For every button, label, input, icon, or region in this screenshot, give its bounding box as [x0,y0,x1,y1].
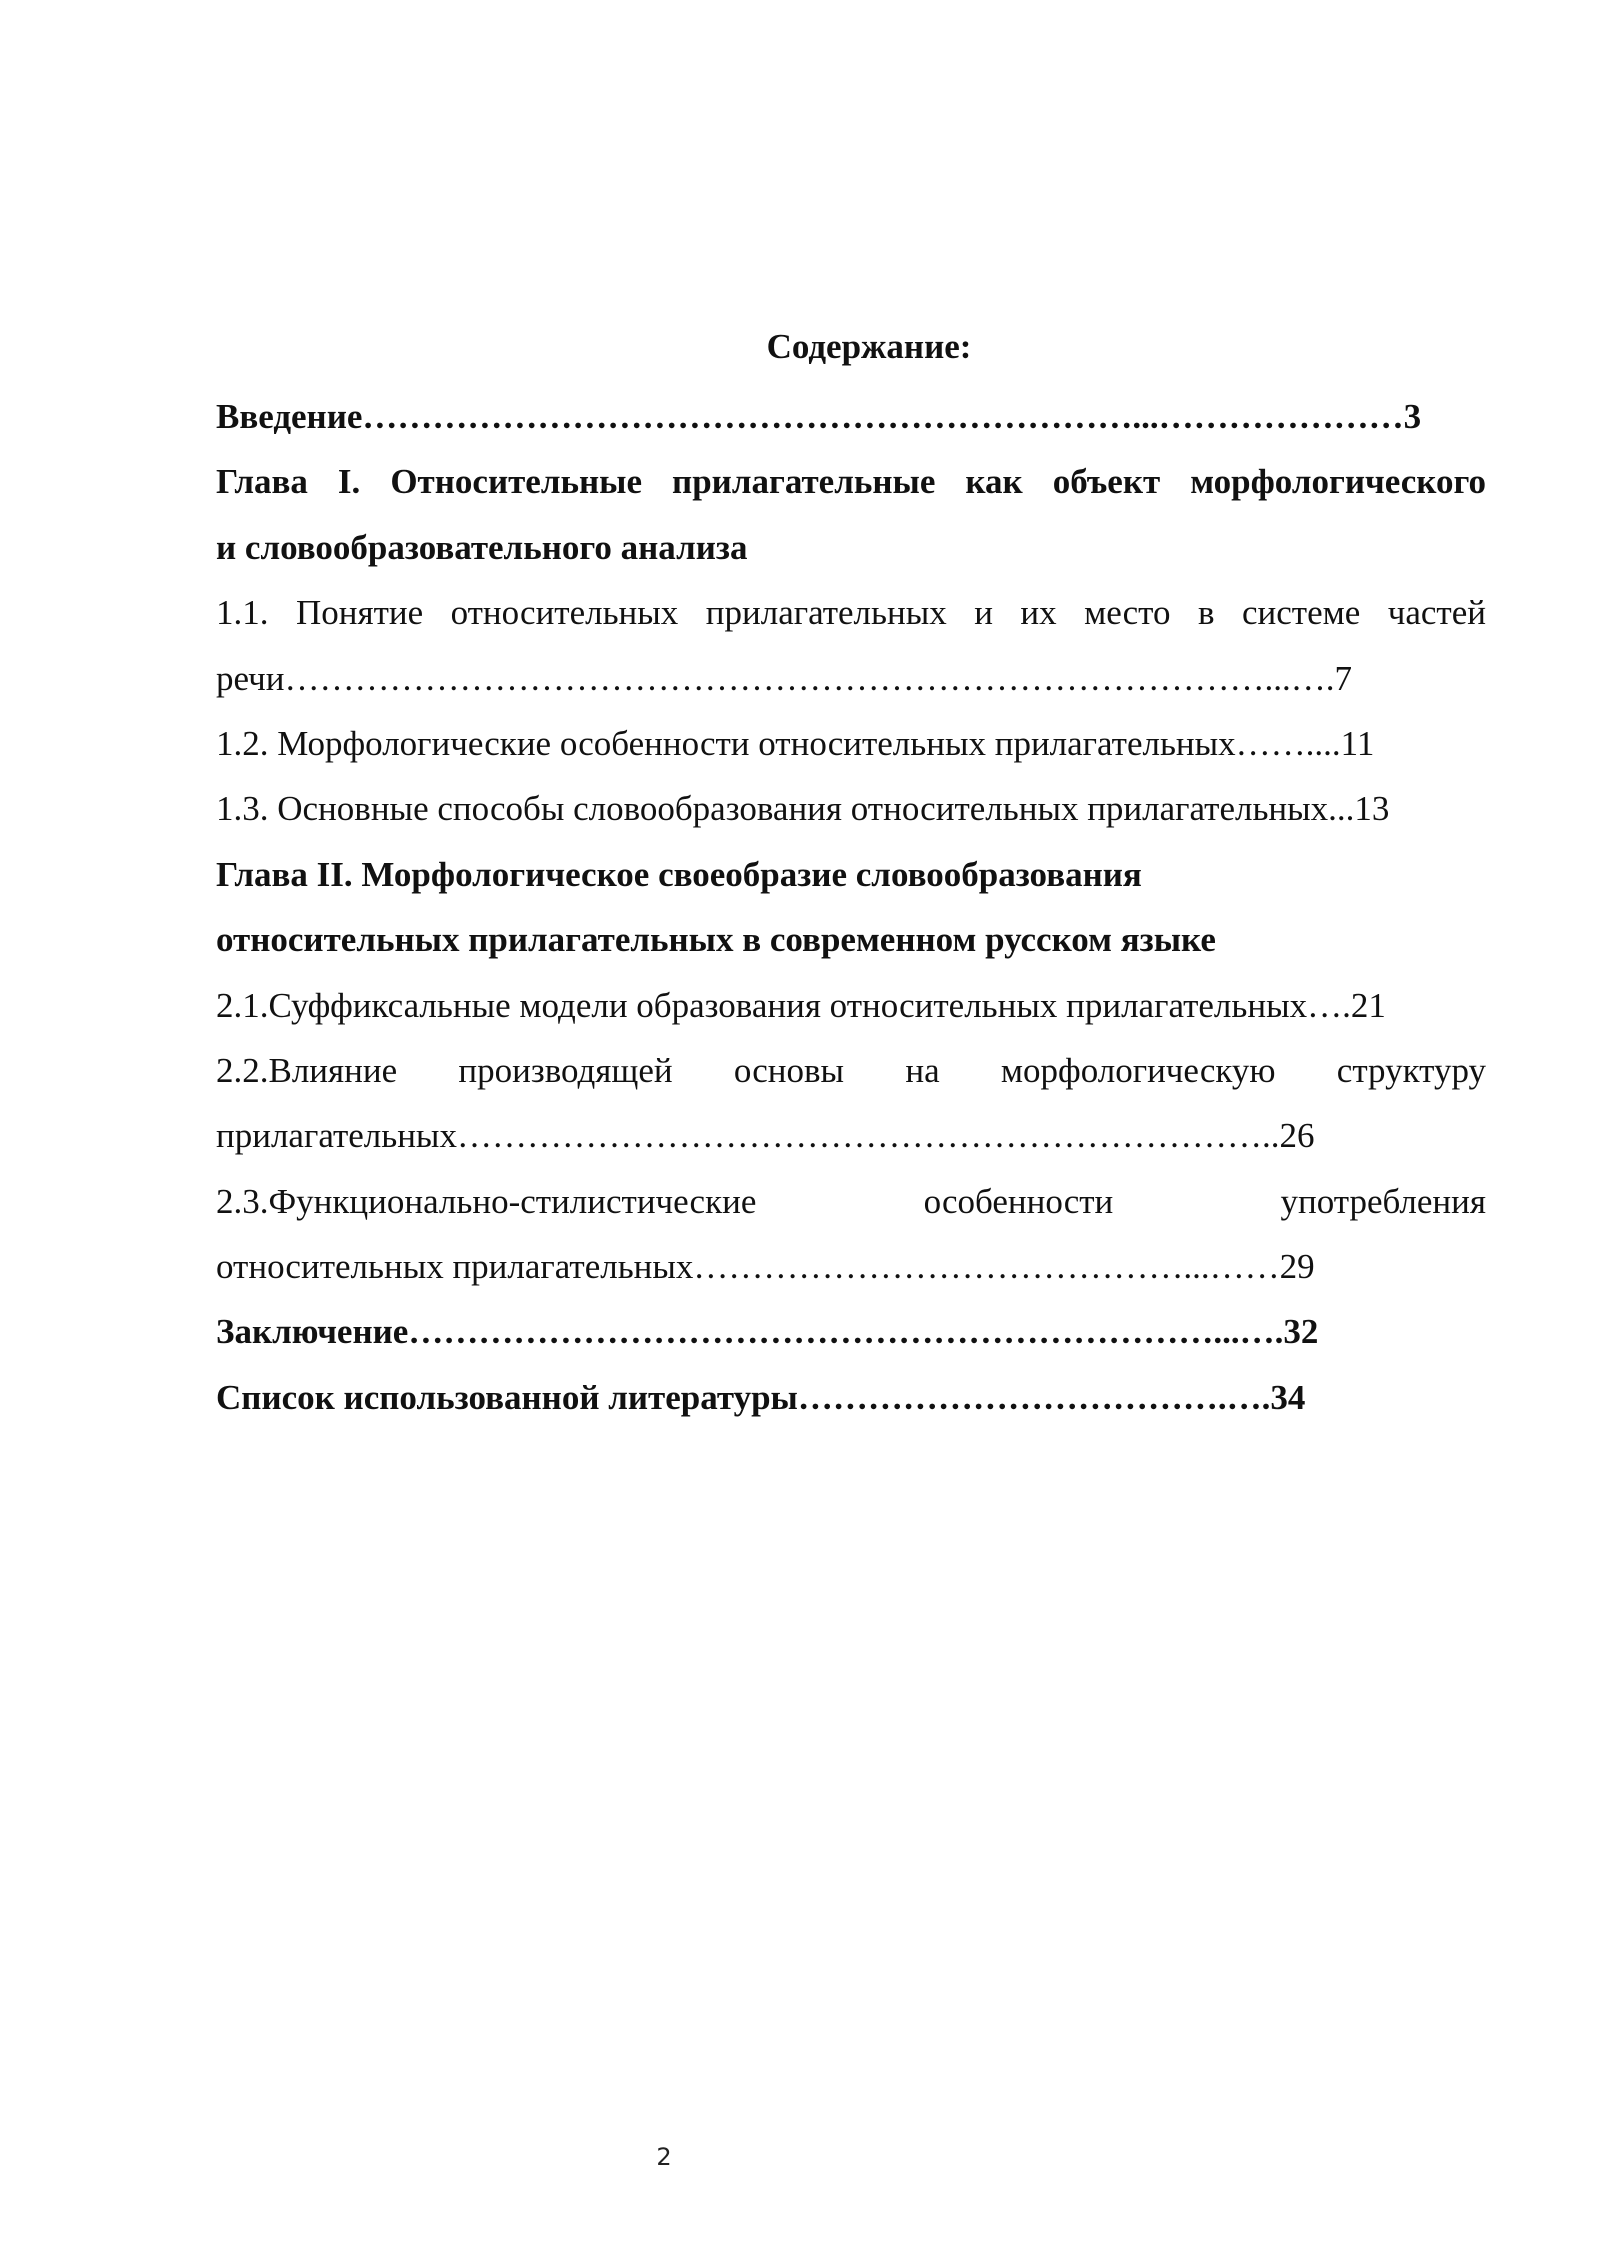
toc-chapter-1-title-line-2: и словообразовательного анализа [216,527,748,567]
toc-title: Содержание: [766,327,972,366]
page-number: 2 [656,2143,672,2171]
toc-entry-references: Список использованной литературы……………………………….….34 [216,1377,1306,1417]
toc-section-2-2-line-1: 2.2.Влияние производящей основы на морфологическую структуру [216,1050,1486,1090]
toc-chapter-1-title-line-1: Глава I. Относительные прилагательные как объект морфологического [216,462,1486,502]
toc-section-2-3-line-2: относительных прилагательных……………………………………...……29 [216,1247,1315,1287]
toc-section-1-2: 1.2. Морфологические особенности относительных прилагательных……....11 [216,723,1375,763]
toc-section-2-1: 2.1.Суффиксальные модели образования относительных прилагательных….21 [216,985,1386,1025]
toc-entry-conclusion: Заключение……………………………………………………………...….32 [216,1312,1319,1352]
toc-section-2-2-line-2: прилагательных……………………………………………………………..26 [216,1116,1315,1156]
toc-section-1-3: 1.3. Основные способы словообразования относительных прилагательных...13 [216,789,1390,829]
toc-entry-introduction: Введение…………………………………………………………...…………………3 [216,397,1422,436]
toc-chapter-2-title-line-1: Глава II. Морфологическое своеобразие словообразования [216,854,1142,894]
toc-section-2-3-line-1: 2.3.Функционально-стилистические особенности употребления [216,1181,1486,1221]
toc-section-1-1-line-1: 1.1. Понятие относительных прилагательных и их место в системе частей [216,593,1486,633]
table-of-contents [216,384,1486,1430]
toc-section-1-1-line-2: речи…………………………………………………………………………...….7 [216,658,1352,698]
toc-chapter-2-title-line-2: относительных прилагательных в современном русском языке [216,920,1216,960]
